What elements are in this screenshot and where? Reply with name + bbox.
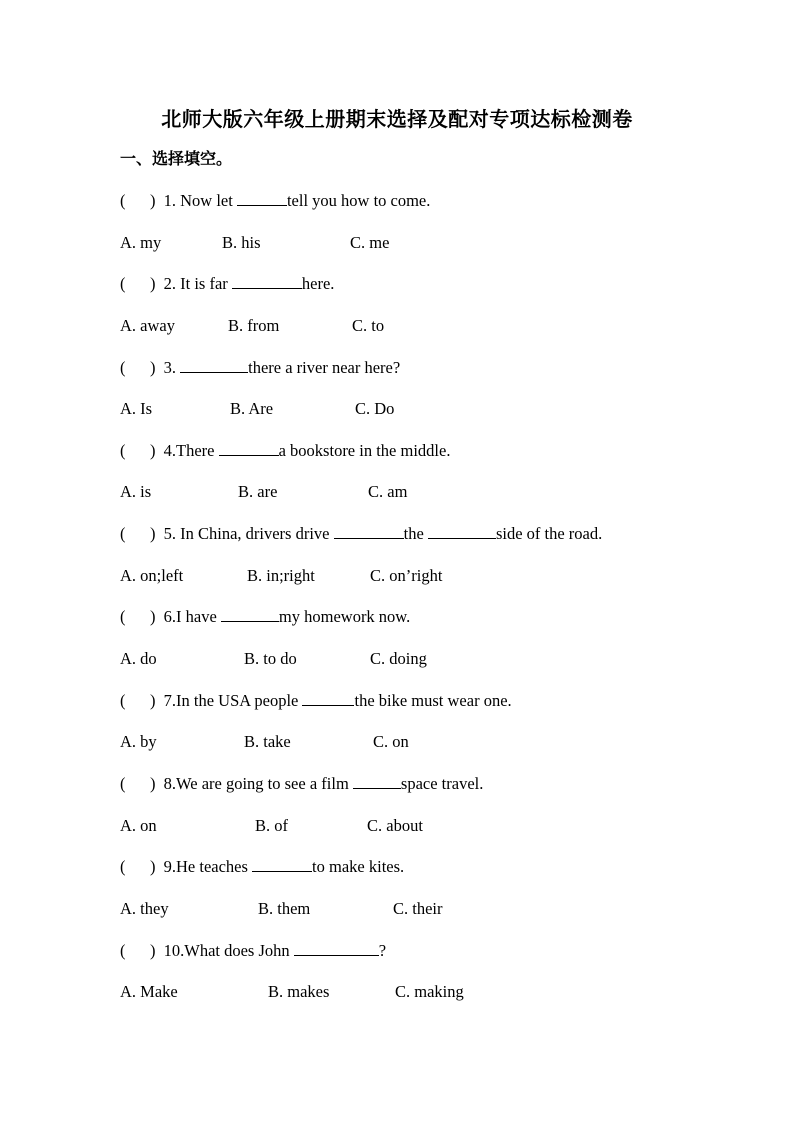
question-text — [120, 688, 740, 730]
option-b: B. from — [228, 315, 280, 335]
fill-blank[interactable] — [232, 271, 302, 289]
option-a: A. is — [120, 482, 152, 502]
option-a: A. by — [120, 732, 157, 752]
option-b: B. in;right — [247, 565, 315, 585]
option-a: A. on — [120, 815, 157, 835]
question-fragment: side of the road. — [495, 524, 603, 544]
question-fragment: a bookstore in the middle. — [278, 440, 451, 460]
answer-paren-close: ) — [150, 274, 156, 294]
answer-paren-open: ( — [120, 524, 126, 544]
question-number: 3. — [159, 357, 181, 377]
fill-blank[interactable] — [353, 771, 401, 789]
fill-blank[interactable] — [334, 521, 404, 539]
options-row — [120, 813, 740, 855]
options-row — [120, 479, 740, 521]
answer-paren-open: ( — [120, 357, 126, 377]
option-c: C. to — [352, 315, 385, 335]
question-fragment: my homework now. — [278, 607, 411, 627]
question-text — [120, 188, 740, 230]
option-b: B. of — [255, 815, 288, 835]
question-text — [120, 271, 740, 313]
fill-blank[interactable] — [428, 521, 496, 539]
fill-blank[interactable] — [302, 688, 354, 706]
question-fragment: We are going to see a film — [176, 774, 353, 794]
fill-blank[interactable] — [294, 938, 379, 956]
question-item — [120, 271, 740, 354]
question-item — [120, 771, 740, 854]
question-text — [120, 604, 740, 646]
options-row — [120, 646, 740, 688]
question-fragment: ? — [378, 940, 387, 960]
question-item — [120, 938, 740, 1021]
question-number: 8. — [159, 774, 176, 794]
question-text — [120, 938, 740, 980]
answer-paren-open: ( — [120, 940, 126, 960]
option-b: B. them — [258, 898, 311, 918]
answer-paren-open: ( — [120, 274, 126, 294]
question-item — [120, 188, 740, 271]
option-c: C. Do — [355, 399, 395, 419]
fill-blank[interactable] — [237, 188, 287, 206]
question-fragment: the bike must wear one. — [354, 690, 512, 710]
question-text — [120, 521, 740, 563]
answer-paren-close: ) — [150, 774, 156, 794]
answer-paren-close: ) — [150, 357, 156, 377]
option-b: B. Are — [230, 399, 274, 419]
option-b: B. take — [244, 732, 291, 752]
answer-paren-open: ( — [120, 690, 126, 710]
question-fragment: there a river near here? — [248, 357, 401, 377]
answer-paren-close: ) — [150, 607, 156, 627]
question-fragment: tell you how to come. — [286, 191, 431, 210]
option-c: C. making — [395, 982, 464, 1002]
option-a: A. my — [120, 232, 162, 252]
answer-paren-open: ( — [120, 191, 126, 210]
option-c: C. on — [373, 732, 409, 752]
section-heading: 一、选择填空。 — [120, 149, 233, 168]
answer-paren-close: ) — [150, 690, 156, 710]
answer-paren-open: ( — [120, 440, 126, 460]
options-row — [120, 979, 740, 1021]
question-fragment: He teaches — [176, 857, 253, 877]
options-row — [120, 563, 740, 605]
question-item — [120, 688, 740, 771]
question-fragment: What does John — [184, 940, 294, 960]
question-item — [120, 438, 740, 521]
question-item — [120, 355, 740, 438]
question-fragment: In China, drivers drive — [180, 524, 334, 544]
answer-paren-open: ( — [120, 857, 126, 877]
options-row — [120, 729, 740, 771]
option-a: A. on;left — [120, 565, 184, 585]
option-a: A. do — [120, 649, 157, 669]
option-c: C. me — [350, 232, 390, 252]
options-row — [120, 396, 740, 438]
question-item — [120, 521, 740, 604]
question-number: 7. — [159, 690, 176, 710]
fill-blank[interactable] — [252, 854, 312, 872]
question-number: 2. — [159, 274, 181, 294]
option-a: A. Make — [120, 982, 178, 1002]
question-number: 6. — [159, 607, 176, 627]
option-c: C. doing — [370, 649, 427, 669]
question-list — [120, 188, 740, 1021]
question-number: 4. — [159, 440, 176, 460]
question-fragment: There — [176, 440, 219, 460]
option-b: B. his — [222, 232, 261, 252]
answer-paren-open: ( — [120, 607, 126, 627]
question-item — [120, 854, 740, 937]
question-number: 10. — [159, 940, 185, 960]
question-item — [120, 604, 740, 687]
question-number: 1. — [159, 191, 181, 210]
question-fragment: It is far — [180, 274, 232, 294]
answer-paren-close: ) — [150, 191, 156, 210]
option-c: C. about — [367, 815, 423, 835]
option-b: B. are — [238, 482, 278, 502]
option-a: A. away — [120, 315, 175, 335]
question-fragment: here. — [301, 274, 335, 294]
answer-paren-close: ) — [150, 440, 156, 460]
question-text — [120, 771, 740, 813]
option-b: B. to do — [244, 649, 297, 669]
question-text — [120, 355, 740, 397]
question-number: 9. — [159, 857, 176, 877]
answer-paren-close: ) — [150, 940, 156, 960]
options-row — [120, 896, 740, 938]
question-fragment: In the USA people — [176, 690, 303, 710]
answer-paren-close: ) — [150, 524, 156, 544]
answer-paren-close: ) — [150, 857, 156, 877]
options-row — [120, 230, 740, 272]
question-number: 5. — [159, 524, 181, 544]
option-a: A. Is — [120, 399, 153, 419]
option-c: C. on’right — [370, 565, 443, 585]
question-fragment: to make kites. — [312, 857, 405, 877]
fill-blank[interactable] — [219, 438, 279, 456]
option-c: C. am — [368, 482, 408, 502]
question-fragment: Now let — [180, 191, 237, 210]
page-title: 北师大版六年级上册期末选择及配对专项达标检测卷 — [161, 107, 633, 131]
question-text — [120, 438, 740, 480]
question-fragment: space travel. — [400, 774, 484, 794]
fill-blank[interactable] — [180, 355, 248, 373]
option-b: B. makes — [268, 982, 330, 1002]
question-fragment: I have — [176, 607, 221, 627]
option-a: A. they — [120, 898, 169, 918]
option-c: C. their — [393, 898, 443, 918]
fill-blank[interactable] — [221, 604, 279, 622]
answer-paren-open: ( — [120, 774, 126, 794]
options-row — [120, 313, 740, 355]
question-text — [120, 854, 740, 896]
question-fragment: the — [403, 524, 428, 544]
